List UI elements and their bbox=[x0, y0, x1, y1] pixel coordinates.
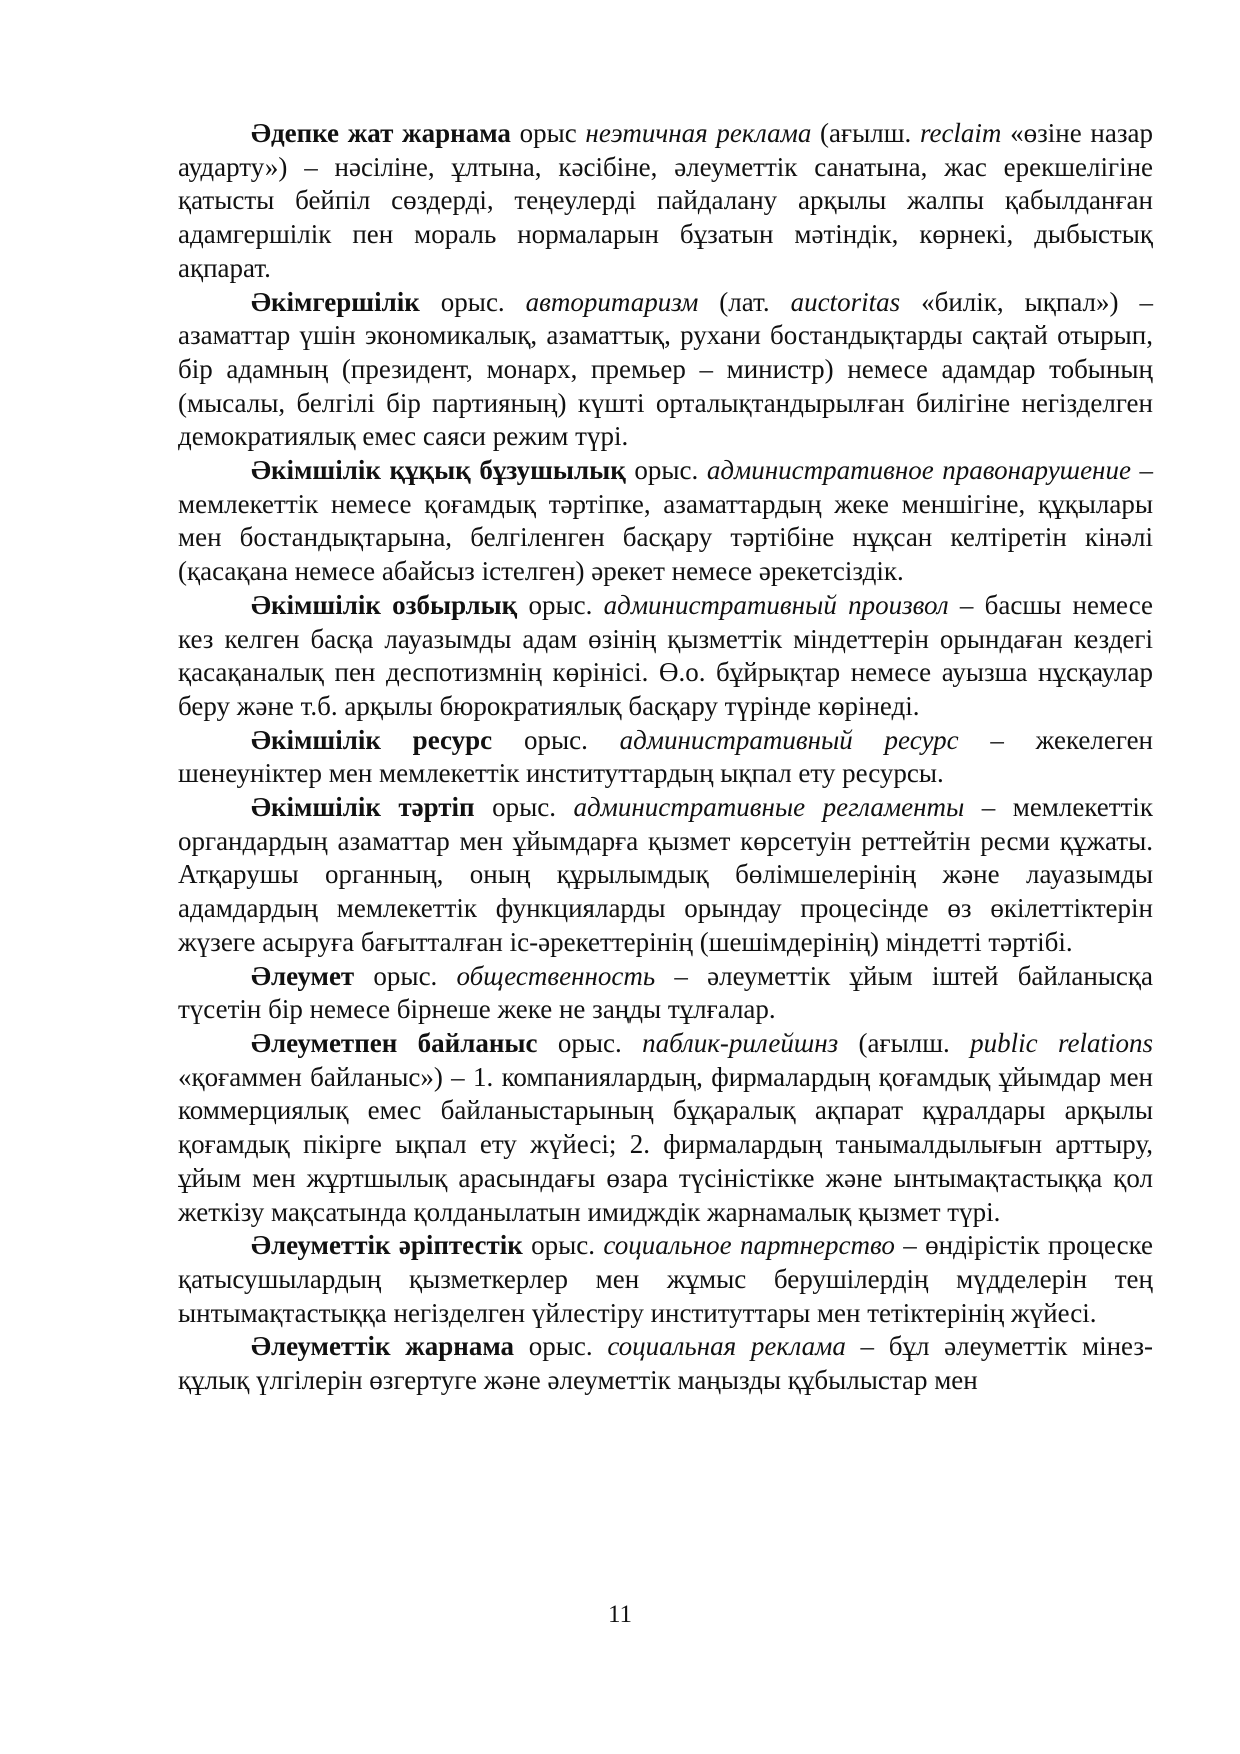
entry-definition: – басшы немесе кез келген басқа лауазымды адам өзінің қызметтік міндеттерін орындаған кездегі қасақаналық пен деспотизмнің көрінісі. Ө.о. бұйрықтар немесе ауызша нұсқаулар беру және т.б. арқылы бюрократиялық басқару түрінде көрінеді. bbox=[178, 589, 1154, 721]
russian-equivalent: административное правонарушение bbox=[706, 455, 1131, 486]
entry-definition: «қоғаммен байланыс») – 1. компаниялардың, фирмалардың қоғамдық ұйымдар мен коммерциялық емес байланыстарының бұқаралық ақпарат құралдары арқылы қоғамдық пікірге ықпал ету жүйесі; 2. фирмалардың танымалдылығын арттыру, ұйым мен жұртшылық арасындағы өзара түсіністікке және ынтымақтастыққа қол жеткізу мақсатында қолданылатын имидждік жарнамалық қызмет түрі. bbox=[178, 1061, 1153, 1227]
entry-text: орыс. bbox=[354, 960, 457, 991]
glossary-entry bbox=[178, 286, 1153, 455]
glossary-term: Әкімшілік озбырлық bbox=[251, 589, 518, 620]
foreign-term: reclaim bbox=[919, 118, 1002, 148]
document-page bbox=[178, 117, 1153, 1398]
entry-text: орыс. bbox=[474, 792, 574, 823]
glossary-term: Әкімгершілік bbox=[251, 286, 420, 317]
entry-text: орыс. bbox=[419, 286, 526, 317]
entry-text: орыс. bbox=[522, 1230, 604, 1261]
entry-definition: – мемлекеттік органдардың азаматтар мен ұйымдарға қызмет көрсетуін реттейтін ресми құжаты. Атқарушы органның, оның құрылымдық бөлімшелерінің және лауазымды адамдардың мемлекеттік функцияларды орындау процесінде өз өкілеттіктерін жүзеге асыруға бағытталған іс-әрекеттерінің (шешімдерінің) міндетті тәртібі. bbox=[178, 792, 1153, 957]
glossary-term: Әлеуметпен байланыс bbox=[251, 1027, 538, 1058]
foreign-term: public relations bbox=[970, 1027, 1153, 1058]
glossary-entry bbox=[178, 1229, 1153, 1330]
entry-definition: – өндірістік процеске қатысушылардың қызметкерлер мен жұмыс берушілердің мүдделерін тең ынтымақтастыққа негізделген үйлестіру институттары мен тетіктерінің жүйесі. bbox=[178, 1230, 1154, 1328]
russian-equivalent: социальная реклама bbox=[607, 1331, 846, 1362]
glossary-entry bbox=[178, 589, 1153, 724]
entry-definition: «билік, ықпал») – азаматтар үшін экономикалық, азаматтық, рухани бостандықтарды сақтай отырып, бір адамның (президент, монарх, премьер – министр) немесе адамдар тобының (мысалы, белгілі бір партияның) күшті орталықтандырылған билігіне негізделген демократиялық емес саяси режим түрі. bbox=[178, 286, 1153, 452]
entry-text: орыс. bbox=[492, 724, 620, 755]
russian-equivalent: административные регламенты bbox=[573, 792, 965, 823]
entry-text: (ағылш. bbox=[838, 1027, 971, 1058]
glossary-term: Әкімшілік тәртіп bbox=[251, 792, 475, 823]
glossary-entry bbox=[178, 1330, 1153, 1397]
glossary-entry bbox=[178, 960, 1153, 1027]
russian-equivalent: общественность bbox=[456, 960, 656, 991]
glossary-entry bbox=[178, 454, 1153, 589]
glossary-entry bbox=[178, 791, 1153, 960]
russian-equivalent: паблик-рилейшнз bbox=[642, 1027, 839, 1058]
entry-definition: – мемлекеттік немесе қоғамдық тәртіпке, азаматтардың жеке меншігіне, құқылары мен бостандықтарына, белгіленген басқару тәртібіне нұқсан келтіретін кінәлі (қасақана немесе абайсыз істелген) әрекет немесе әрекетсіздік. bbox=[178, 455, 1154, 587]
glossary-term: Әлеумет bbox=[251, 960, 355, 991]
entry-text: орыс. bbox=[517, 589, 604, 620]
russian-equivalent: неэтичная реклама bbox=[585, 118, 812, 148]
entry-text: (ағылш. bbox=[811, 118, 920, 148]
page-number: 11 bbox=[607, 1601, 633, 1628]
entry-definition: – әлеуметтік ұйым іштей байланысқа түсетін бір немесе бірнеше жеке не заңды тұлғалар. bbox=[178, 960, 1153, 1025]
entry-text: орыс. bbox=[537, 1027, 643, 1058]
entry-text: орыс bbox=[510, 118, 586, 148]
russian-equivalent: административный ресурс bbox=[619, 724, 959, 755]
glossary-term: Әлеуметтік әріптестік bbox=[251, 1230, 523, 1261]
glossary-term: Әкімшілік ресурс bbox=[251, 724, 493, 755]
glossary-entry bbox=[178, 117, 1153, 286]
glossary-term: Әдепке жат жарнама bbox=[251, 118, 511, 148]
entry-text: орыс. bbox=[625, 455, 707, 486]
foreign-term: auctoritas bbox=[790, 286, 901, 317]
glossary-entry bbox=[178, 724, 1153, 791]
entry-text: (лат. bbox=[698, 286, 791, 317]
glossary-entry bbox=[178, 1027, 1153, 1229]
glossary-term: Әлеуметтік жарнама bbox=[251, 1331, 515, 1362]
entry-definition: «өзіне назар аударту») – нәсіліне, ұлтына, кәсібіне, әлеуметтік санатына, жас ерекшелігіне қатысты бейпіл сөздерді, теңеулерді пайдалану арқылы жалпы қабылданған адамгершілік пен мораль нормаларын бұзатын мәтіндік, көрнекі, дыбыстық ақпарат. bbox=[178, 118, 1154, 283]
entry-text: орыс. bbox=[514, 1331, 608, 1362]
entry-definition: – бұл әлеуметтік мінез-құлық үлгілерін өзгертуге және әлеуметтік маңызды құбылыстар мен bbox=[178, 1331, 1154, 1396]
russian-equivalent: социальное партнерство bbox=[603, 1230, 895, 1261]
russian-equivalent: авторитаризм bbox=[525, 286, 699, 317]
russian-equivalent: административный произвол bbox=[603, 589, 949, 620]
entry-definition: – жекелеген шенеуніктер мен мемлекеттік институттардың ықпал ету ресурсы. bbox=[178, 724, 1154, 789]
glossary-term: Әкімшілік құқық бұзушылық bbox=[251, 455, 626, 486]
